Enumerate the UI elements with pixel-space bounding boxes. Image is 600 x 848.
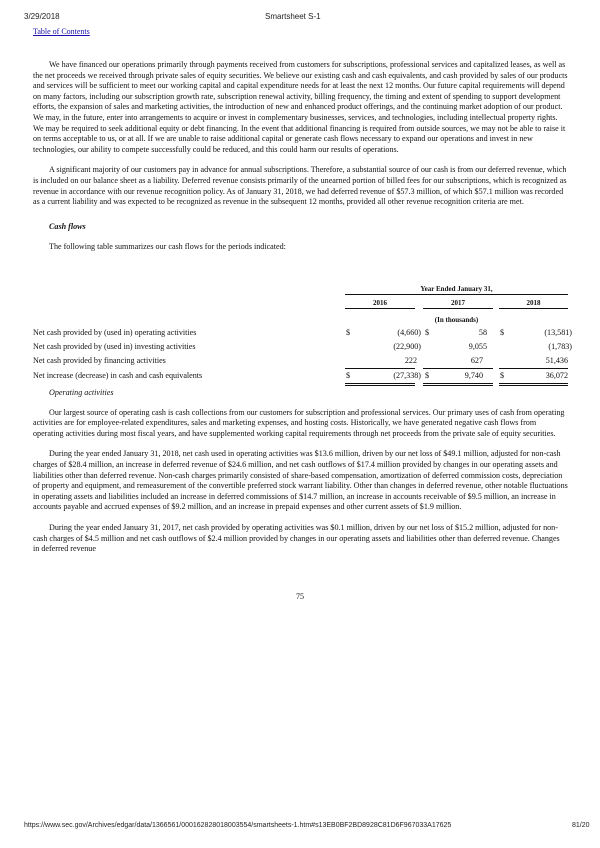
document-body bbox=[33, 60, 568, 263]
period-header: Year Ended January 31, bbox=[345, 285, 568, 295]
paragraph-fy2017: During the year ended January 31, 2017, net cash provided by operating activities was $0.1 million, driven by our net loss of $15.2 million, adjusted for non-cash charges of $4.5 million and net cash outflows of $2.4 million provided by changes in our operating assets and liabilities other than deferred revenue. Changes in deferred revenue bbox=[33, 522, 560, 554]
value-2018: 51,436 bbox=[545, 356, 568, 365]
paragraph-fy2018: During the year ended January 31, 2018, net cash used in operating activities was $13.6 million, driven by our net loss of $49.1 million, adjusted for non-cash charges of $28.4 million, an increase in deferred revenue of $24.6 million, and net cash outflows of $17.4 million provided by changes in our operating assets and liabilities other than deferred revenue. Non-cash charges primarily consisted of share-based compensation, amortization of deferred commission costs, depreciation of property and equipment, and remeasurement of the convertible preferred stock warrant liability. Other than changes in deferred revenue, other notable fluctuations in operating assets and liabilities included an increase in deferred commissions of $14.7 million, an increase in accounts receivable of $9.5 million, an increase in accounts payable and accrued expenses of $9.2 million, and an increase in prepaid expenses and other current assets of $1.9 million. bbox=[33, 449, 568, 512]
column-header-2016: 2016 bbox=[345, 299, 415, 309]
print-date: 3/29/2018 bbox=[24, 12, 60, 21]
value-2018: (1,783) bbox=[548, 342, 572, 351]
table-row bbox=[33, 356, 568, 368]
currency-symbol: $ bbox=[500, 371, 505, 380]
table-row bbox=[33, 328, 572, 340]
value-2016: 222 bbox=[404, 356, 417, 365]
table-row-total bbox=[33, 371, 568, 383]
currency-symbol: $ bbox=[500, 328, 505, 337]
value-2016: (22,900) bbox=[393, 342, 421, 351]
document-body-continued bbox=[33, 388, 568, 565]
value-2018: (13,581) bbox=[544, 328, 572, 337]
paragraph-financing: We have financed our operations primarily through payments received from customers for subscriptions, professional services and capitalized leases, as well as the net proceeds we received through private sales of equity securities. We believe our existing cash and cash equivalents, and cash provided by sales of our products and services will be sufficient to meet our working capital and capital expenditure needs for at least the next 12 months. Our future capital requirements will depend on many factors, including our subscription growth rate, subscription renewal activity, billing frequency, the timing and extent of spending to support development efforts, the expansion of sales and marketing activities, the introduction of new and enhanced product offerings, and the continuing market adoption of our product. We may, in the future, enter into arrangements to acquire or invest in complementary businesses, services, and technologies, including intellectual property rights. We may be required to seek additional equity or debt financing. In the event that additional financing is required from outside sources, we may not be able to raise it on terms acceptable to us, or at all. If we are unable to raise additional capital or generate cash flows necessary to expand our operations and invest in new technologies, our ability to compete successfully could be reduced, and this could harm our results of operations. bbox=[33, 60, 568, 154]
value-2016: (4,660) bbox=[397, 328, 421, 337]
paragraph-deferred-revenue: A significant majority of our customers pay in advance for annual subscriptions. Therefore, a substantial source of our cash is from our deferred revenue, which is included on our balance sheet as a liability. Deferred revenue consists primarily of the unearned portion of billed fees for our subscriptions, which is recognized as revenue in accordance with our revenue recognition policy. As of January 31, 2018, we had deferred revenue of $57.3 million, of which $57.1 million was recorded as a current liability and was expected to be recognized as revenue in the subsequent 12 months, provided all other revenue recognition criteria are met. bbox=[33, 165, 567, 207]
column-header-2017: 2017 bbox=[423, 299, 493, 309]
subtotal-rule bbox=[423, 368, 493, 369]
total-double-rule bbox=[499, 383, 568, 386]
footer-url: https://www.sec.gov/Archives/edgar/data/1366561/000162828018003554/smartsheets-1.htm#s13EB0BF2BD8928C81D6F967033A17625 bbox=[24, 822, 452, 829]
table-intro: The following table summarizes our cash flows for the periods indicated: bbox=[49, 242, 286, 252]
row-label: Net cash provided by (used in) operating activities bbox=[33, 328, 197, 337]
currency-symbol: $ bbox=[346, 371, 351, 380]
row-label: Net increase (decrease) in cash and cash equivalents bbox=[33, 371, 203, 380]
total-double-rule bbox=[423, 383, 493, 386]
cash-flows-heading: Cash flows bbox=[49, 221, 86, 231]
value-2017: 9,055 bbox=[468, 342, 487, 351]
page-number: 75 bbox=[296, 592, 304, 601]
footer-page-count: 81/20 bbox=[572, 822, 590, 829]
value-2017: 9,740 bbox=[464, 371, 483, 380]
row-label: Net cash provided by financing activities bbox=[33, 356, 166, 365]
value-2016: (27,338) bbox=[393, 371, 421, 380]
currency-symbol: $ bbox=[425, 328, 430, 337]
operating-activities-heading: Operating activities bbox=[49, 388, 114, 397]
value-2017: 58 bbox=[478, 328, 487, 337]
row-label: Net cash provided by (used in) investing activities bbox=[33, 342, 196, 351]
column-header-2018: 2018 bbox=[499, 299, 568, 309]
currency-symbol: $ bbox=[425, 371, 430, 380]
table-of-contents-link[interactable]: Table of Contents bbox=[33, 27, 90, 36]
unit-note: (In thousands) bbox=[434, 316, 479, 324]
total-double-rule bbox=[345, 383, 415, 386]
table-row bbox=[33, 342, 572, 354]
paragraph-operating-cash: Our largest source of operating cash is cash collections from our customers for subscription and professional services. Our primary uses of cash from operating activities are for employee-related expenditures, sales and marketing expenses, and hosting costs. Historically, we have generated negative cash flows from operating activities during most fiscal years, and have supplemented working capital requirements through net proceeds from the private sale of equity securities. bbox=[33, 407, 565, 438]
value-2018: 36,072 bbox=[545, 371, 568, 380]
subtotal-rule bbox=[499, 368, 568, 369]
subtotal-rule bbox=[345, 368, 415, 369]
currency-symbol: $ bbox=[346, 328, 351, 337]
value-2017: 627 bbox=[470, 356, 483, 365]
print-title: Smartsheet S-1 bbox=[265, 12, 321, 21]
